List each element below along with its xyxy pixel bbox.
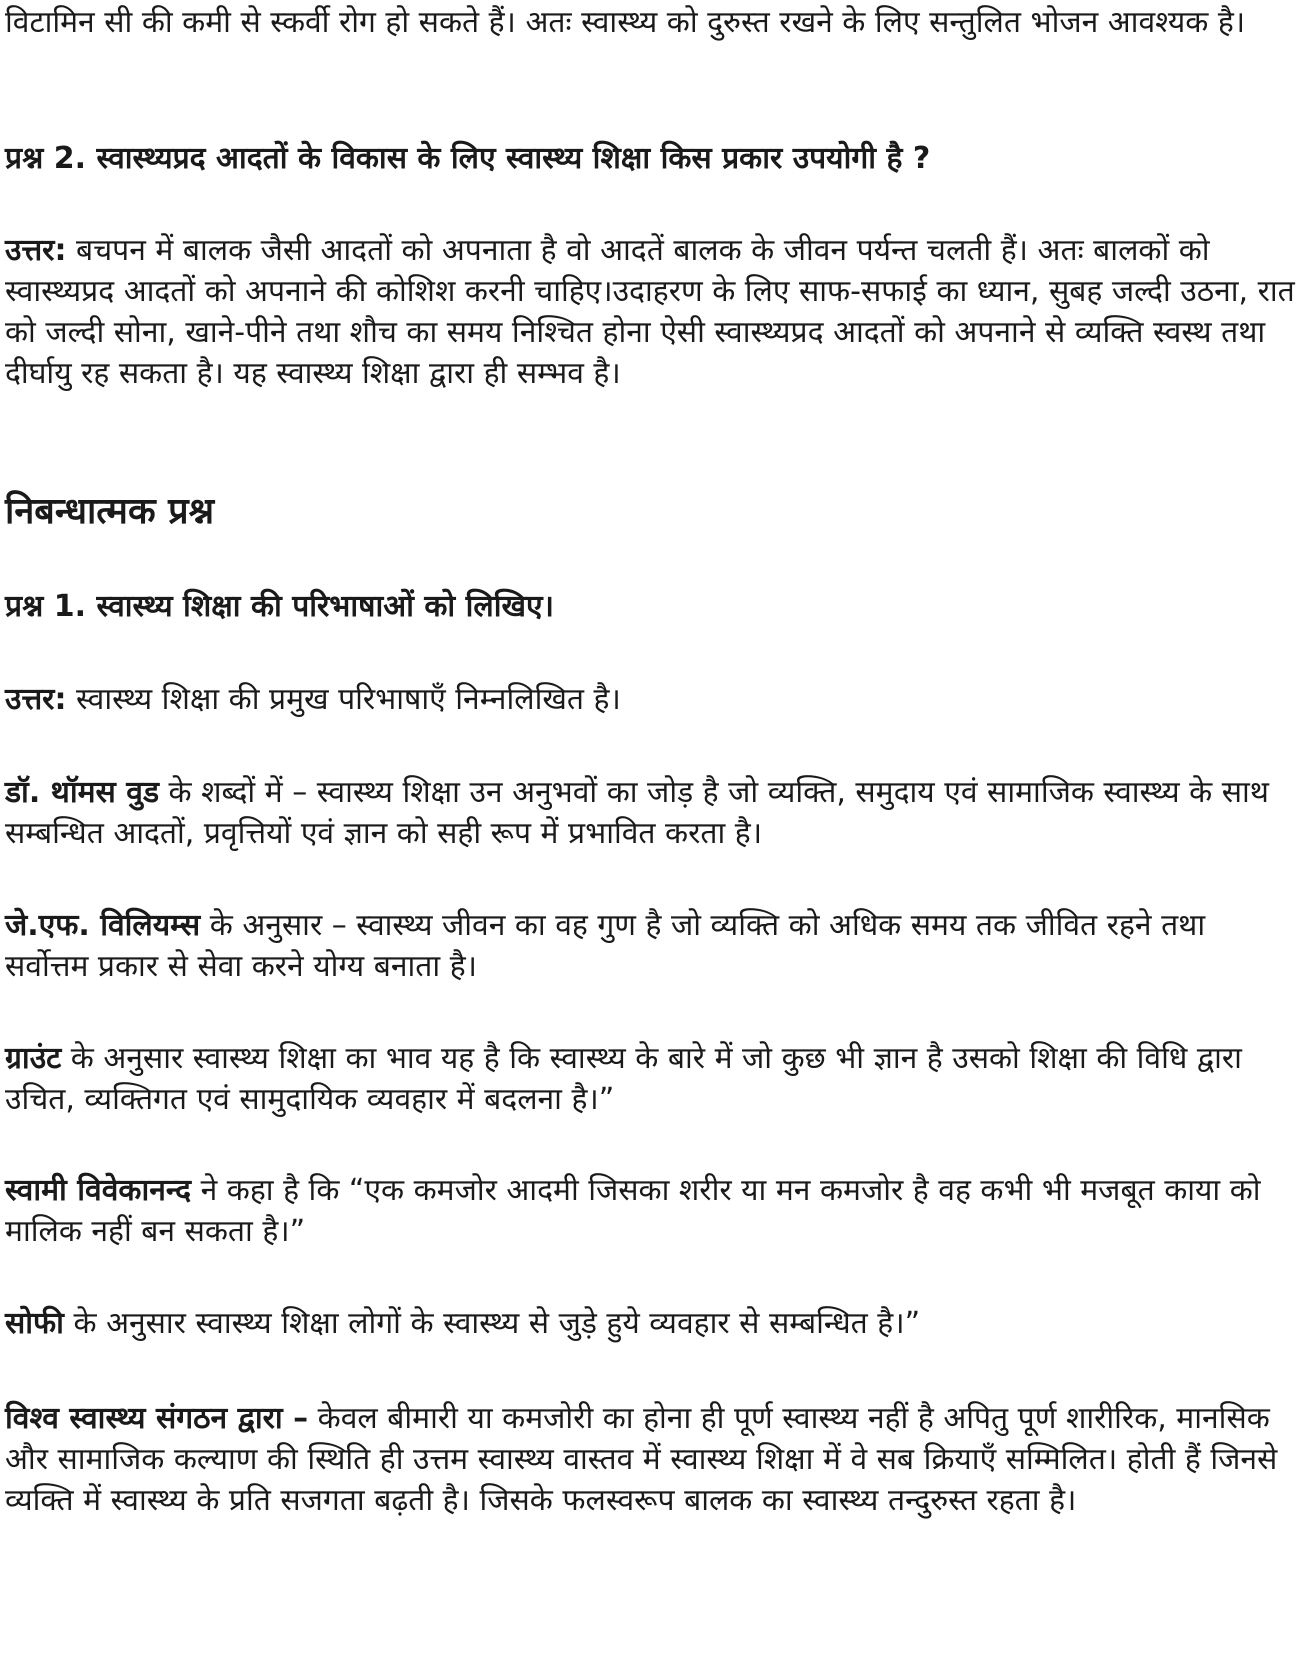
definition-4-name: स्वामी विवेकानन्द bbox=[5, 1173, 192, 1208]
definition-3 bbox=[5, 1038, 1295, 1120]
definition-3-text: के अनुसार स्वास्थ्य शिक्षा का भाव यह है कि स्वास्थ्य के बारे में जो कुछ भी ज्ञान है उसको शिक्षा की विधि द्वारा उचित, व्यक्तिगत एवं सामुदायिक व्यवहार में बदलना है।” bbox=[5, 1041, 1242, 1117]
question-1-heading: प्रश्न 1. स्वास्थ्य शिक्षा की परिभाषाओं को लिखिए। bbox=[5, 589, 554, 624]
definition-4-text: ने कहा है कि “एक कमजोर आदमी जिसका शरीर या मन कमजोर है वह कभी भी मजबूत काया को मालिक नहीं बन सकता है।” bbox=[5, 1173, 1261, 1249]
definition-1-name: डॉ. थॉमस वुड bbox=[5, 775, 159, 810]
section-heading: निबन्धात्मक प्रश्न bbox=[5, 491, 215, 532]
question-2-heading: प्रश्न 2. स्वास्थ्यप्रद आदतों के विकास के लिए स्वास्थ्य शिक्षा किस प्रकार उपयोगी है ? bbox=[5, 141, 931, 176]
definition-6 bbox=[5, 1398, 1295, 1521]
intro-paragraph: विटामिन सी की कमी से स्कर्वी रोग हो सकते हैं। अतः स्वास्थ्य को दुरुस्त रखने के लिए सन्तुलित भोजन आवश्यक है। bbox=[5, 5, 1246, 40]
definition-1-text: के शब्दों में – स्वास्थ्य शिक्षा उन अनुभवों का जोड़ है जो व्यक्ति, समुदाय एवं सामाजिक स्वास्थ्य के साथ सम्बन्धित आदतों, प्रवृत्तियों एवं ज्ञान को सही रूप में प्रभावित करता है। bbox=[5, 775, 1269, 851]
answer-2-paragraph bbox=[5, 230, 1295, 394]
definition-5-text: के अनुसार स्वास्थ्य शिक्षा लोगों के स्वास्थ्य से जुड़े हुये व्यवहार से सम्बन्धित है।” bbox=[63, 1306, 921, 1341]
answer-1-text: स्वास्थ्य शिक्षा की प्रमुख परिभाषाएँ निम्नलिखित है। bbox=[66, 682, 621, 717]
definition-2-name: जे.एफ. विलियम्स bbox=[5, 908, 201, 943]
answer-label: उत्तर: bbox=[5, 233, 67, 268]
definition-4 bbox=[5, 1170, 1295, 1252]
definition-2 bbox=[5, 905, 1295, 987]
definition-2-text: के अनुसार – स्वास्थ्य जीवन का वह गुण है जो व्यक्ति को अधिक समय तक जीवित रहने तथा सर्वोत्तम प्रकार से सेवा करने योग्य बनाता है। bbox=[5, 908, 1206, 984]
definition-3-name: ग्राउंट bbox=[5, 1041, 62, 1076]
definition-5 bbox=[5, 1303, 1295, 1344]
answer-2-text: बचपन में बालक जैसी आदतों को अपनाता है वो आदतें बालक के जीवन पर्यन्त चलती हैं। अतः बालकों को स्वास्थ्यप्रद आदतों को अपनाने की कोशिश करनी चाहिए।उदाहरण के लिए साफ-सफाई का ध्यान, सुबह जल्दी उठना, रात को जल्दी सोना, खाने-पीने तथा शौच का समय निश्चित होना ऐसी स्वास्थ्यप्रद आदतों को अपनाने से व्यक्ति स्वस्थ तथा दीर्घायु रह सकता है। यह स्वास्थ्य शिक्षा द्वारा ही सम्भव है। bbox=[5, 233, 1295, 391]
definition-5-name: सोफी bbox=[5, 1306, 64, 1341]
definition-1 bbox=[5, 772, 1295, 854]
answer-label: उत्तर: bbox=[5, 682, 67, 717]
answer-1-paragraph bbox=[5, 679, 1295, 720]
definition-6-name: विश्व स्वास्थ्य संगठन द्वारा – bbox=[5, 1401, 309, 1436]
definition-6-text: केवल बीमारी या कमजोरी का होना ही पूर्ण स्वास्थ्य नहीं है अपितु पूर्ण शारीरिक, मानसिक और सामाजिक कल्याण की स्थिति ही उत्तम स्वास्थ्य वास्तव में स्वास्थ्य शिक्षा में वे सब क्रियाएँ सम्मिलित। होती हैं जिनसे व्यक्ति में स्वास्थ्य के प्रति सजगता बढ़ती है। जिसके फलस्वरूप बालक का स्वास्थ्य तन्दुरुस्त रहता है। bbox=[5, 1401, 1278, 1518]
